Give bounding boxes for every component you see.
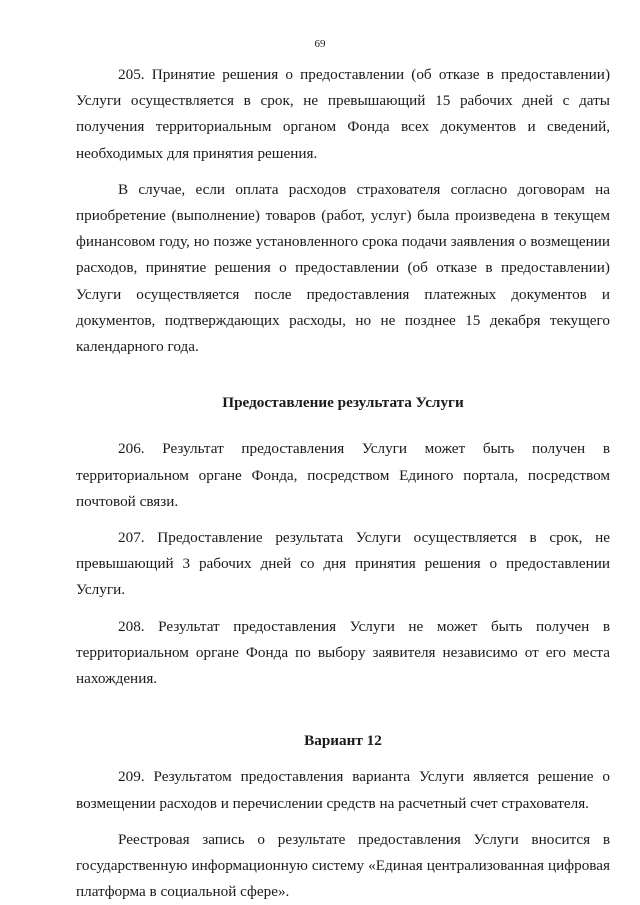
page-number: 69 [314,38,326,50]
section-heading-result: Предоставление результата Услуги [222,394,464,412]
paragraph-209: 209. Результатом предоставления варианта Услуги является решение о возмещении расходов и перечислении средств на расчетный счет страхователя. [76,768,610,812]
section-heading-variant: Вариант 12 [304,732,382,750]
paragraph-205: 205. Принятие решения о предоставлении (об отказе в предоставлении) Услуги осуществляется в срок, не превышающий 15 рабочих дней с даты получения территориальным органом Фонда всех документов и сведений, необходимых для принятия решения. [76,66,610,162]
paragraph-208: 208. Результат предоставления Услуги не может быть получен в территориальном органе Фонда по выбору заявителя независимо от его места нахождения. [76,617,610,688]
paragraph-registry-record: Реестровая запись о результате предоставления Услуги вносится в государственную информационную систему «Единая централизованная цифровая платформа в социальной сфере». [76,830,610,901]
paragraph-205-continuation: В случае, если оплата расходов страхователя согласно договорам на приобретение (выполнение) товаров (работ, услуг) была произведена в текущем финансовом году, но позже установленного срока подачи заявления о возмещении расходов, принятие решения о предоставлении (об отказе в предоставлении) Услуги осуществляется после предоставления платежных документов и документов, подтверждающих расходы, но не позднее 15 декабря текущего календарного года. [76,180,610,356]
paragraph-206: 206. Результат предоставления Услуги может быть получен в территориальном органе Фонда, посредством Единого портала, посредством почтовой связи. [76,440,610,510]
document-body [76,62,610,905]
paragraph-207: 207. Предоставление результата Услуги осуществляется в срок, не превышающий 3 рабочих дней со дня принятия решения о предоставлении Услуги. [76,529,610,599]
